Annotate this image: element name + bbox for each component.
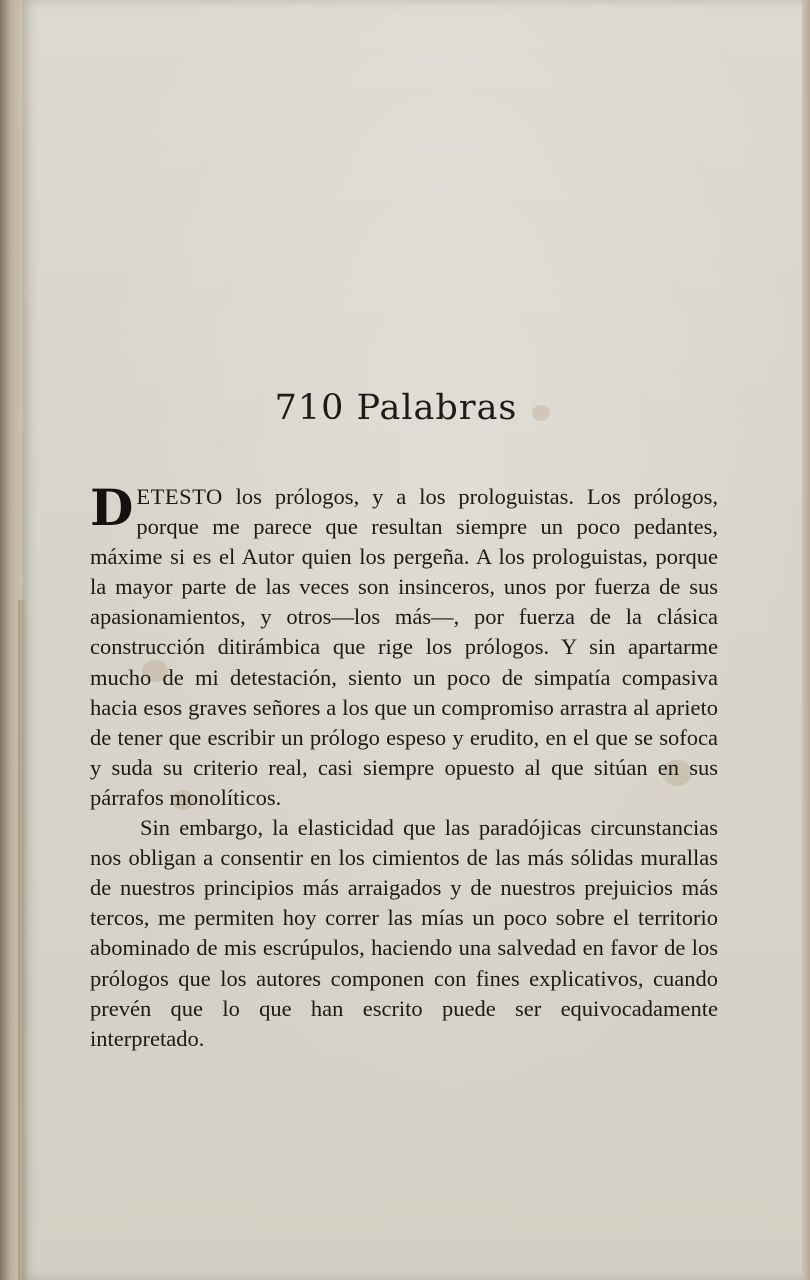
torn-page-edge [18, 600, 28, 1280]
page-title: 710 Palabras [274, 388, 518, 428]
page-right-edge [802, 0, 810, 1280]
paragraph-1-text: los prólogos, y a los prologuistas. Los prólogos, porque me parece que resultan siempre un poco pedantes, máxime si es el Autor quien los pergeña. A los prologuistas, porque la mayor parte de las veces son insinceros, unos por fuerza de sus apasionamientos, y otros—los más—, por fuerza de la clásica construcción ditirámbica que rige los prólogos. Y sin apartarme mucho de mi detestación, siento un poco de simpatía compasiva hacia esos graves señores a los que un compromiso arrastra al aprieto de tener que escribir un prólogo espeso y erudito, en el que se sofoca y suda su criterio real, casi siempre opuesto al que sitúan en sus párrafos monolíticos. [90, 484, 718, 810]
body-text [90, 478, 718, 1054]
paragraph-2: Sin embargo, la elasticidad que las paradójicas circunstancias nos obligan a consentir en los cimientos de las más sólidas murallas de nuestros principios más arraigados y de nuestros prejuicios más tercos, me permiten hoy correr las mías un poco sobre el territorio abominado de mis escrúpulos, haciendo una salvedad en favor de los prólogos que los autores componen con fines explicativos, cuando prevén que lo que han escrito puede ser equivocadamente interpretado. [90, 815, 718, 1051]
book-page [22, 0, 804, 1280]
paragraph-1 [90, 478, 718, 813]
drop-cap: D [90, 478, 134, 537]
lead-word: ETESTO [136, 484, 223, 509]
